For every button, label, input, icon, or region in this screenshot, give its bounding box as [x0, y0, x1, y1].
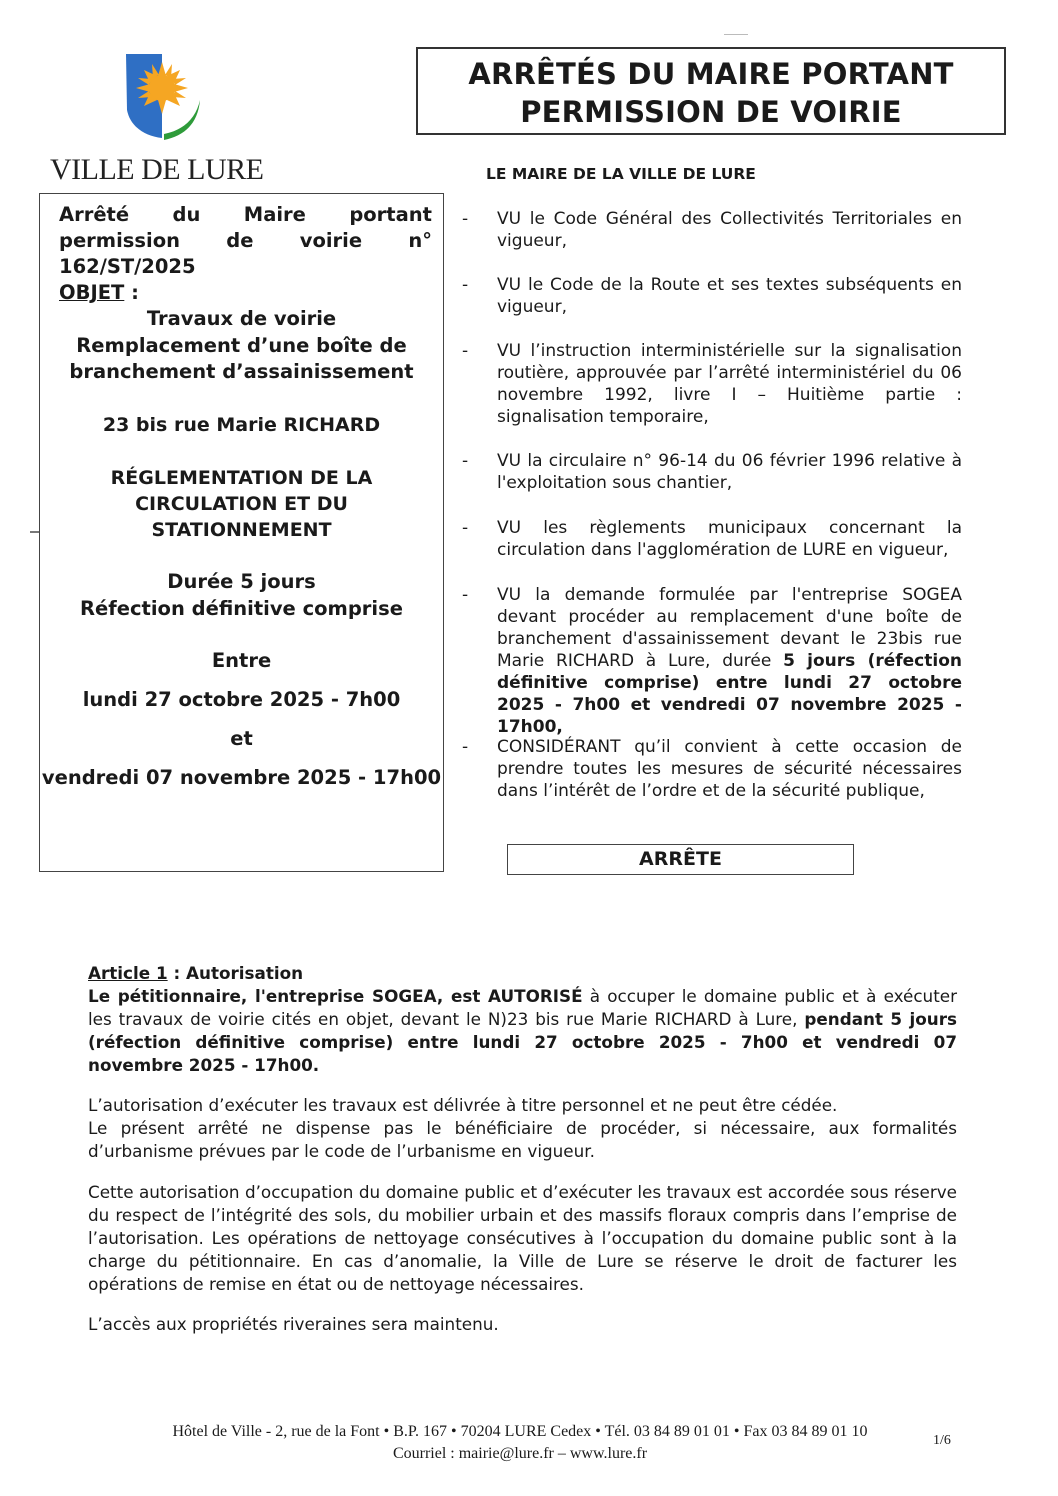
consideration-item: - VU la demande formulée par l'entreprise SOGEA devant procéder au remplacement d'une boîte de branchement d'assainissement devant le 23bis rue Marie RICHARD à Lure, durée 5 jours (réfection définitive comprise) entre lundi 27 octobre 2025 - 7h00 et vendredi 07 novembre 2025 - 17h00,: [462, 585, 962, 737]
decision-heading: ARRÊTE: [507, 844, 854, 875]
document-title-box: [416, 47, 1006, 135]
end-date: vendredi 07 novembre 2025 - 17h00: [41, 766, 442, 789]
document-title-line2: PERMISSION DE VOIRIE: [520, 95, 902, 129]
article-title: Article 1 : Autorisation: [88, 963, 304, 983]
footer-contact: Courriel : mairie@lure.fr – www.lure.fr: [392, 1445, 648, 1462]
consideration-item: - VU le Code de la Route et ses textes subséquents en vigueur,: [462, 275, 962, 317]
consideration-item: - VU l’instruction interministérielle sur la signalisation routière, approuvée par l’arrêté interministériel du 06 novembre 1992, livre I – Huitième partie : signalisation temporaire,: [462, 341, 962, 427]
consideration-item: - VU le Code Général des Collectivités Territoriales en vigueur,: [462, 209, 962, 251]
regulation-line: STATIONNEMENT: [151, 519, 332, 541]
mayor-heading: LE MAIRE DE LA VILLE DE LURE: [486, 165, 756, 183]
footer: [90, 1421, 950, 1465]
page-number: 1/6: [933, 1433, 951, 1448]
consideration-item: - CONSIDÉRANT qu’il convient à cette occasion de prendre toutes les mesures de sécurité nécessaires dans l’intérêt de l’ordre et de la sécurité publique,: [462, 737, 962, 801]
duration: Durée 5 jours: [167, 570, 316, 593]
work-address: 23 bis rue Marie RICHARD: [102, 414, 381, 436]
article-body: Le pétitionnaire, l'entreprise SOGEA, est AUTORISÉ à occuper le domaine public et à exécuter les travaux de voirie cités en objet, devant le N)23 bis rue Marie RICHARD à Lure, pendant 5 jours (réfection définitive comprise) entre lundi 27 octobre 2025 - 7h00 et vendredi 07 novembre 2025 - 17h00.: [88, 986, 957, 1075]
start-date: lundi 27 octobre 2025 - 7h00: [82, 688, 401, 711]
and-label: et: [230, 727, 253, 750]
consideration-item: - VU les règlements municipaux concernant la circulation dans l'agglomération de LURE en vigueur,: [462, 518, 962, 560]
summary-box: [39, 193, 444, 872]
objet-line: Remplacement d’une boîte de: [76, 334, 407, 357]
footer-address: Hôtel de Ville - 2, rue de la Font • B.P. 167 • 70204 LURE Cedex • Tél. 03 84 89 01 01 • Fax 03 84 89 01 10: [172, 1423, 868, 1440]
objet-line: Travaux de voirie: [146, 307, 337, 330]
document-title-line1: ARRÊTÉS DU MAIRE PORTANT: [468, 57, 954, 91]
between-label: Entre: [211, 649, 272, 672]
paragraph: L’autorisation d’exécuter les travaux est délivrée à titre personnel et ne peut être cédée. Le présent arrêté ne dispense pas le bénéficiaire de procéder, si nécessaire, aux formalités d’urbanisme prévues par le code de l’urbanisme en vigueur.: [88, 1095, 957, 1161]
refection-note: Réfection définitive comprise: [80, 597, 403, 620]
lure-coat-of-arms-icon: [122, 52, 204, 144]
regulation-line: RÉGLEMENTATION DE LA: [110, 467, 373, 489]
paragraph: L’accès aux propriétés riveraines sera maintenu.: [88, 1314, 499, 1334]
consideration-item: - VU la circulaire n° 96-14 du 06 février 1996 relative à l'exploitation sous chantier,: [462, 451, 962, 493]
paragraph: Cette autorisation d’occupation du domaine public et d’exécuter les travaux est accordée sous réserve du respect de l’intégrité des sols, du mobilier urbain et des massifs floraux compris dans l’emprise de l’autorisation. Les opérations de nettoyage consécutives à l’occupation du domaine public sont à la charge du pétitionnaire. En cas d’anomalie, la Ville de Lure se réserve le droit de facturer les opérations de remise en état ou de nettoyage nécessaires.: [88, 1182, 957, 1294]
arrete-number: Arrêté du Maire portant permission de voirie n° 162/ST/2025: [59, 203, 432, 278]
article-1: [88, 962, 957, 1077]
objet-heading: OBJET :: [59, 281, 139, 304]
regulation-line: CIRCULATION ET DU: [135, 493, 348, 515]
objet-label: OBJET: [59, 281, 125, 304]
city-name: VILLE DE LURE: [50, 153, 264, 186]
scan-mark: [724, 34, 748, 35]
objet-line: branchement d’assainissement: [69, 360, 414, 383]
